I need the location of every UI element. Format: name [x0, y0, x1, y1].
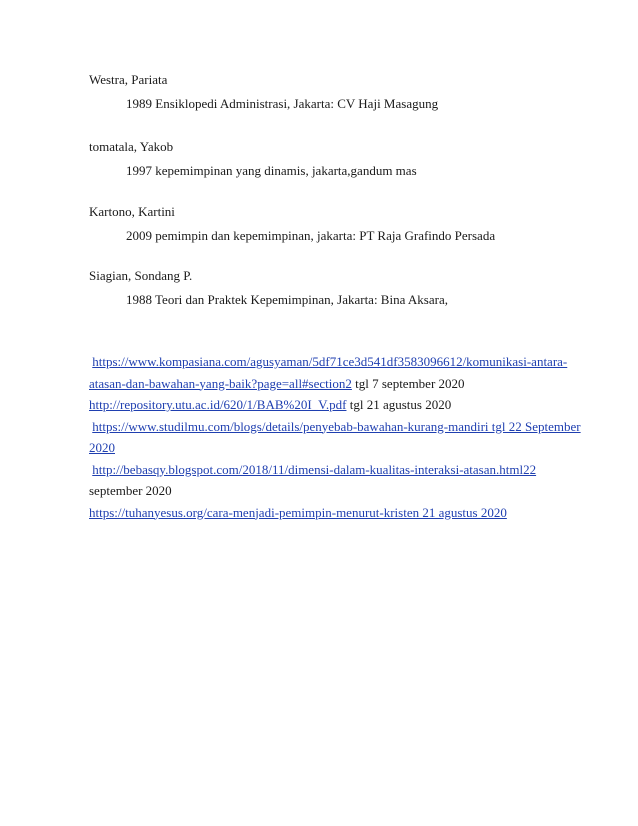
reference-author: tomatala, Yakob [89, 139, 174, 154]
reference-siagian [89, 268, 589, 308]
reference-author: Westra, Pariata [89, 72, 168, 87]
web-source-line [89, 480, 579, 502]
web-source-line [89, 502, 579, 524]
reference-author: Siagian, Sondang P. [89, 268, 193, 283]
kompasiana-link-continued[interactable]: atasan-dan-bawahan-yang-baik?page=all#section2 [89, 375, 352, 391]
reference-kartono [89, 204, 589, 244]
web-source-line [89, 437, 579, 459]
bebasqy-link[interactable]: http://bebasqy.blogspot.com/2018/11/dimensi-dalam-kualitas-interaksi-atasan.html22 [92, 461, 537, 477]
web-source-line [89, 459, 579, 481]
studilmu-link[interactable]: https://www.studilmu.com/blogs/details/penyebab-bawahan-kurang-mandiri tgl 22 September [92, 418, 581, 434]
web-sources [89, 351, 579, 523]
reference-entry: 1988 Teori dan Praktek Kepemimpinan, Jakarta: Bina Aksara, [126, 292, 448, 307]
web-source-line [89, 351, 579, 373]
repository-utu-link[interactable]: http://repository.utu.ac.id/620/1/BAB%20I_V.pdf [89, 397, 347, 412]
reference-tomatala [89, 139, 589, 179]
reference-entry: 1997 kepemimpinan yang dinamis, jakarta,gandum mas [126, 163, 417, 178]
access-date: tgl 7 september 2020 [351, 375, 465, 391]
access-date: september 2020 [89, 483, 172, 498]
kompasiana-link[interactable]: https://www.kompasiana.com/agusyaman/5df71ce3d541df3583096612/komunikasi-antara- [92, 354, 568, 369]
reference-entry: 1989 Ensiklopedi Administrasi, Jakarta: CV Haji Masagung [126, 96, 439, 111]
access-date: tgl 21 agustus 2020 [346, 397, 452, 412]
reference-entry: 2009 pemimpin dan kepemimpinan, jakarta: PT Raja Grafindo Persada [126, 228, 496, 243]
web-source-line [89, 416, 579, 438]
reference-westra [89, 72, 589, 112]
tuhanyesus-link[interactable]: https://tuhanyesus.org/cara-menjadi-pemimpin-menurut-kristen 21 agustus 2020 [89, 504, 507, 520]
reference-author: Kartono, Kartini [89, 204, 175, 219]
studilmu-link-continued[interactable]: 2020 [89, 440, 115, 455]
web-source-line [89, 394, 579, 416]
web-source-line [89, 373, 579, 395]
